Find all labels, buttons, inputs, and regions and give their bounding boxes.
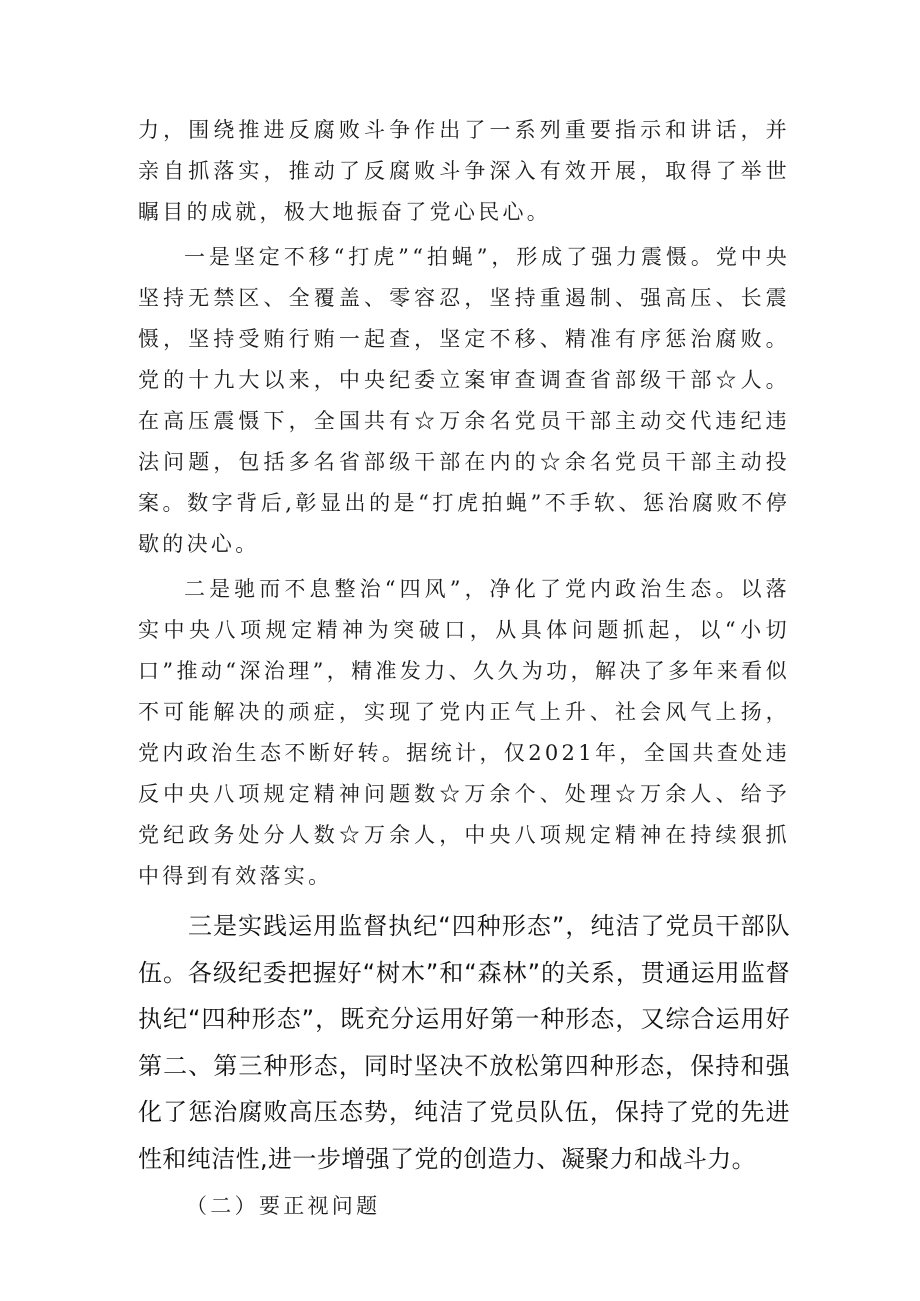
document-body (138, 110, 790, 1227)
paragraph-point-two: 二是驰而不息整治“四风”，净化了党内政治生态。以落实中央八项规定精神为突破口，从具体问题抓起，以“小切口”推动“深治理”，精准发力、久久为功，解决了多年来看似不可能解决的顽症，实现了党内正气上升、社会风气上扬，党内政治生态不断好转。据统计，仅2021年，全国共查处违反中央八项规定精神问题数☆万余个、处理☆万余人、给予党纪政务处分人数☆万余人，中央八项规定精神在持续狠抓中得到有效落实。 (138, 577, 790, 888)
paragraph-point-one: 一是坚定不移“打虎”“拍蝇”，形成了强力震慑。党中央坚持无禁区、全覆盖、零容忍，坚持重遏制、强高压、长震慑，坚持受贿行贿一起查，坚定不移、精准有序惩治腐败。党的十九大以来，中央纪委立案审查调查省部级干部☆人。在高压震慑下，全国共有☆万余名党员干部主动交代违纪违法问题，包括多名省部级干部在内的☆余名党员干部主动投案。数字背后,彰显出的是“打虎拍蝇”不手软、惩治腐败不停歇的决心。 (138, 245, 790, 556)
section-heading: （二）要正视问题 (186, 1194, 381, 1218)
paragraph-point-three: 三是实践运用监督执纪“四种形态”，纯洁了党员干部队伍。各级纪委把握好“树木”和“森林”的关系，贯通运用监督执纪“四种形态”，既充分运用好第一种形态，又综合运用好第二、第三种形态，同时坚决不放松第四种形态，保持和强化了惩治腐败高压态势，纯洁了党员队伍，保持了党的先进性和纯洁性,进一步增强了党的创造力、凝聚力和战斗力。 (138, 912, 790, 1173)
paragraph-intro-continued: 力，围绕推进反腐败斗争作出了一系列重要指示和讲话，并亲自抓落实，推动了反腐败斗争深入有效开展，取得了举世瞩目的成就，极大地振奋了党心民心。 (138, 118, 790, 224)
